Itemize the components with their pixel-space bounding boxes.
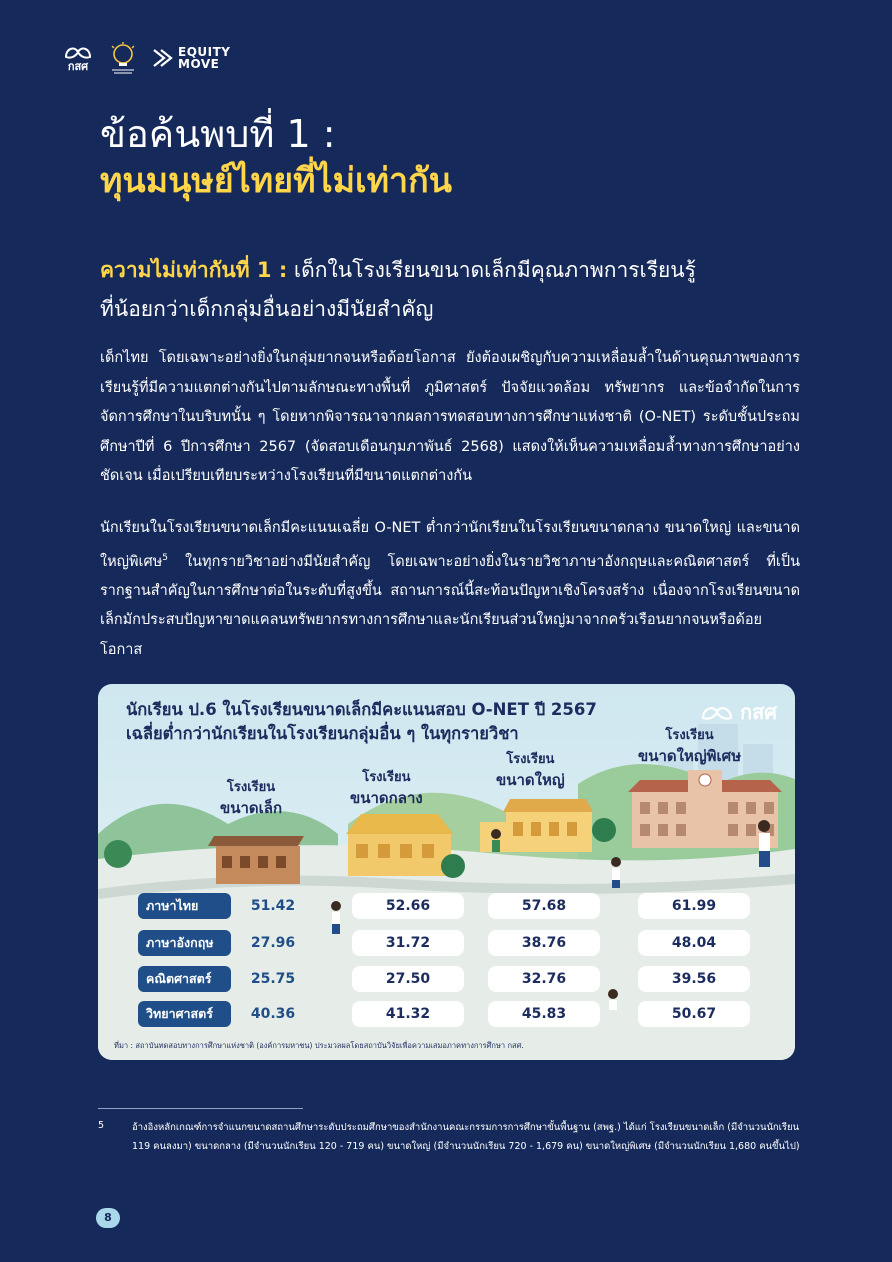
- score-cell: 25.75: [250, 971, 296, 987]
- kss-leaf-icon: [700, 702, 734, 722]
- label-small-school: โรงเรียน ขนาดเล็ก: [220, 780, 283, 817]
- label-extra-large-school: โรงเรียน ขนาดใหญ่พิเศษ: [638, 728, 742, 765]
- score-cell: 40.36: [250, 1006, 296, 1022]
- page-title: ข้อค้นพบที่ 1 :: [100, 112, 336, 156]
- subject-math: คณิตศาสตร์: [138, 966, 231, 992]
- logo-bar: [62, 40, 230, 76]
- score-cell: 27.50: [352, 966, 464, 992]
- label-medium-school: โรงเรียน ขนาดกลาง: [350, 770, 423, 807]
- score-cell: 38.76: [488, 930, 600, 956]
- footnote-text: อ้างอิงหลักเกณฑ์การจำแนกขนาดสถานศึกษาระดับประถมศึกษาของสำนักงานคณะกรรมการการศึกษาขั้นพื้นฐาน (สพฐ.) ได้แก่ โรงเรียนขนาดเล็ก (มีจำนวนนักเรียน 119 คนลงมา) ขนาดกลาง (มีจำนวนนักเรียน 120 - 719 คน) ขนาดใหญ่ (มีจำนวนนักเรียน 720 - 1,679 คน) ขนาดใหญ่พิเศษ (มีจำนวนนักเรียน 1,680 คนขึ้นไป): [132, 1122, 800, 1152]
- subject-science: วิทยาศาสตร์: [138, 1001, 231, 1027]
- kss-logo: กสศ: [62, 43, 94, 73]
- body-paragraph-1: เด็กไทย โดยเฉพาะอย่างยิ่งในกลุ่มยากจนหรือด้อยโอกาส ยังต้องเผชิญกับความเหลื่อมล้ำในด้านคุณภาพของการเรียนรู้ที่มีความแตกต่างกันไปตามลักษณะทางพื้นที่ ภูมิศาสตร์ ปัจจัยแวดล้อม ทรัพยากร และข้อจำกัดในการจัดการศึกษาในบริบทนั้น ๆ โดยหากพิจารณาจากผลการทดสอบทางการศึกษาแห่งชาติ (O-NET) ระดับชั้นประถมศึกษาปีที่ 6 ปีการศึกษา 2567 (จัดสอบเดือนกุมภาพันธ์ 2568) แสดงให้เห็นความเหลื่อมล้ำทางการศึกษาอย่างชัดเจน เมื่อเปรียบเทียบระหว่างโรงเรียนที่มีขนาดแตกต่างกัน: [100, 350, 800, 484]
- section-heading-line2: ที่น้อยกว่าเด็กกลุ่มอื่นอย่างมีนัยสำคัญ: [100, 297, 434, 321]
- kss-leaf-icon: [63, 43, 93, 61]
- infographic-kss-logo: กสศ: [700, 696, 777, 728]
- infographic-title: นักเรียน ป.6 ในโรงเรียนขนาดเล็กมีคะแนนสอบ O-NET ปี 2567 เฉลี่ยต่ำกว่านักเรียนในโรงเรียนกลุ่มอื่น ๆ ในทุกรายวิชา: [126, 700, 597, 743]
- infographic-source: ที่มา : สถาบันทดสอบทางการศึกษาแห่งชาติ (องค์การมหาชน) ประมวลผลโดยสถาบันวิจัยเพื่อความเสมอภาคทางการศึกษา กสศ.: [114, 1041, 524, 1050]
- subject-thai: ภาษาไทย: [138, 893, 231, 919]
- score-cell: 52.66: [352, 893, 464, 919]
- score-cell: 45.83: [488, 1001, 600, 1027]
- chevron-arrows-icon: [152, 47, 174, 69]
- equity-move-logo: EQUITY MOVE: [152, 46, 230, 70]
- section-heading-text: เด็กในโรงเรียนขนาดเล็กมีคุณภาพการเรียนรู้: [287, 258, 696, 282]
- body-paragraph-2: [100, 514, 800, 665]
- score-cell: 50.67: [638, 1001, 750, 1027]
- footnote-number: 5: [98, 1120, 105, 1131]
- label-large-school: โรงเรียน ขนาดใหญ่: [496, 752, 565, 789]
- score-cell: 51.42: [250, 898, 296, 914]
- score-cell: 57.68: [488, 893, 600, 919]
- score-cell: 27.96: [250, 935, 296, 951]
- bulb-logo-icon: [108, 41, 138, 75]
- footnote-divider: [98, 1108, 303, 1109]
- score-cell: 61.99: [638, 893, 750, 919]
- onet-infographic: [98, 684, 795, 1060]
- page-title-highlight: ทุนมนุษย์ไทยที่ไม่เท่ากัน: [100, 161, 452, 201]
- score-cell: 31.72: [352, 930, 464, 956]
- score-cell: 48.04: [638, 930, 750, 956]
- score-cell: 41.32: [352, 1001, 464, 1027]
- paragraph-2-part-b: ในทุกรายวิชาอย่างมีนัยสำคัญ โดยเฉพาะอย่างยิ่งในรายวิชาภาษาอังกฤษและคณิตศาสตร์ ที่เป็นรากฐานสำคัญในการศึกษาต่อในระดับที่สูงขึ้น สถานการณ์นี้สะท้อนปัญหาเชิงโครงสร้าง เนื่องจากโรงเรียนขนาดเล็กมักประสบปัญหาขาดแคลนทรัพยากรทางการศึกษาและนักเรียนส่วนใหญ่มาจากครัวเรือนยากจนหรือด้อยโอกาส: [100, 553, 800, 658]
- section-heading-label: ความไม่เท่ากันที่ 1 :: [100, 258, 288, 282]
- score-cell: 32.76: [488, 966, 600, 992]
- footnote-reference: 5: [162, 552, 169, 563]
- paragraph-2-part-a: นักเรียนในโรงเรียนขนาดเล็กมีคะแนนเฉลี่ย O-NET ต่ำกว่านักเรียนในโรงเรียนขนาดกลาง ขนาดใหญ่ และขนาดใหญ่พิเศษ: [100, 520, 800, 570]
- subject-english: ภาษาอังกฤษ: [138, 930, 231, 956]
- page-number: 8: [96, 1208, 120, 1228]
- section-heading: [100, 254, 820, 286]
- score-cell: 39.56: [638, 966, 750, 992]
